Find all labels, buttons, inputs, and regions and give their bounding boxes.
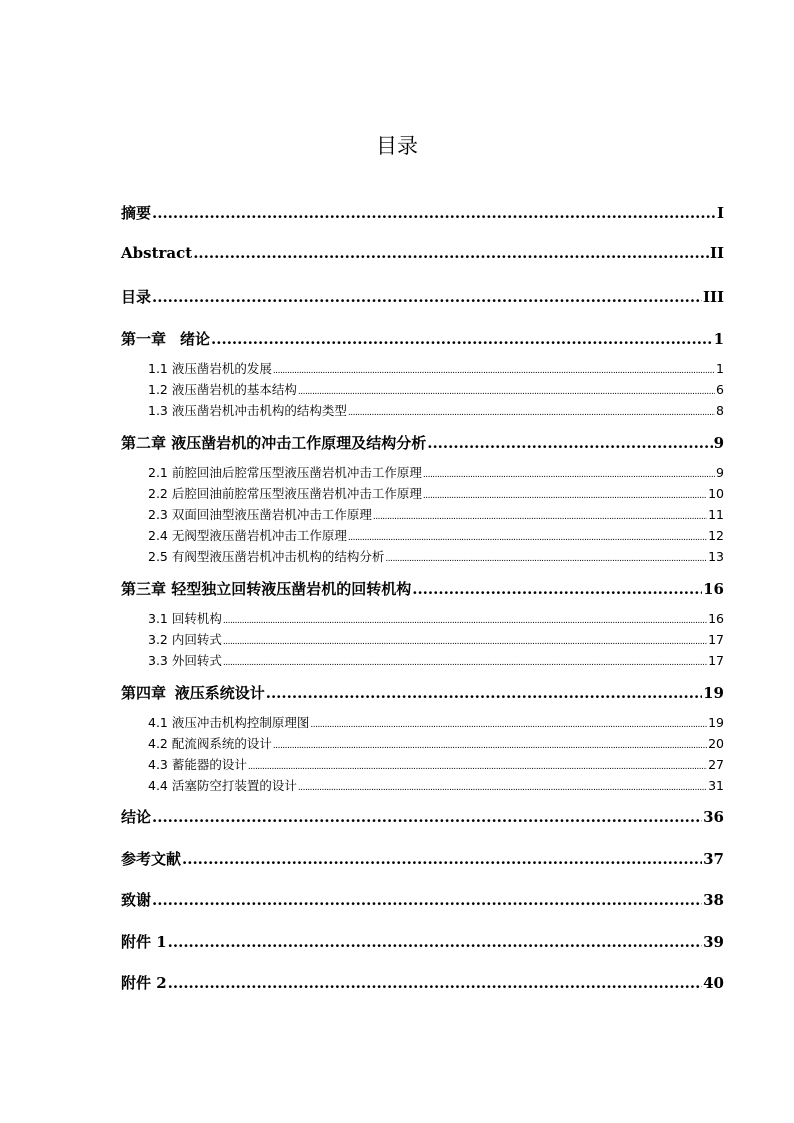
toc-entry-page: 9	[713, 434, 724, 452]
dot-leader	[310, 715, 707, 730]
toc-entry-page: 27	[708, 757, 724, 772]
dot-leader	[182, 850, 702, 868]
toc-entry-label: 结论	[121, 808, 152, 826]
toc-entry-label: Abstract	[121, 244, 193, 262]
toc-entry-3-3[interactable]	[121, 651, 724, 669]
dot-leader	[152, 891, 702, 909]
dot-leader	[152, 204, 716, 222]
toc-entry-label: 3.3 外回转式	[148, 653, 222, 668]
toc-entry-chapter-1[interactable]	[121, 328, 724, 349]
toc-entry-label: 2.2 后腔回油前腔常压型液压凿岩机冲击工作原理	[148, 486, 422, 501]
toc-entry-label: 4.1 液压冲击机构控制原理图	[148, 715, 310, 730]
toc-entry-page: 20	[708, 736, 724, 751]
toc-entry-abstract-cn[interactable]	[121, 202, 724, 223]
dot-leader	[248, 757, 707, 772]
toc-entry-4-4[interactable]	[121, 776, 724, 794]
toc-entry-1-2[interactable]	[121, 380, 724, 398]
dot-leader	[423, 465, 715, 480]
dot-leader	[168, 933, 702, 951]
dot-leader	[193, 244, 709, 262]
toc-entry-1-1[interactable]	[121, 359, 724, 377]
toc-entry-page: 39	[703, 933, 724, 951]
toc-entry-page: II	[709, 244, 724, 262]
toc-entry-appendix-1[interactable]	[121, 931, 724, 952]
toc-entry-label: 液压系统设计	[174, 684, 265, 702]
page-title: 目录	[376, 134, 418, 158]
toc-entry-4-3[interactable]	[121, 755, 724, 773]
toc-entry-page: 10	[708, 486, 724, 501]
toc-entry-4-2[interactable]	[121, 734, 724, 752]
toc-entry-2-4[interactable]	[121, 526, 724, 544]
dot-leader	[223, 653, 707, 668]
table-of-contents	[121, 0, 724, 1123]
dot-leader	[412, 580, 702, 598]
toc-entry-label: 第二章 液压凿岩机的冲击工作原理及结构分析	[121, 434, 427, 452]
toc-entry-page: 38	[703, 891, 724, 909]
toc-entry-page: 13	[708, 549, 724, 564]
toc-entry-label: 1.3 液压凿岩机冲击机构的结构类型	[148, 403, 347, 418]
toc-entry-appendix-2[interactable]	[121, 972, 724, 993]
toc-entry-page: 11	[708, 507, 724, 522]
toc-entry-label: 2.1 前腔回油后腔常压型液压凿岩机冲击工作原理	[148, 465, 422, 480]
dot-leader	[373, 507, 707, 522]
toc-entry-chapter-number: 第一章	[121, 330, 167, 348]
toc-entry-page: 40	[703, 974, 724, 992]
dot-leader	[298, 778, 707, 793]
toc-entry-page: 1	[716, 361, 724, 376]
toc-entry-label: 2.5 有阀型液压凿岩机冲击机构的结构分析	[148, 549, 385, 564]
toc-entry-conclusion[interactable]	[121, 806, 724, 827]
toc-entry-label: 绪论	[180, 330, 211, 348]
toc-entry-page: 16	[708, 611, 724, 626]
toc-entry-label: 2.4 无阀型液压凿岩机冲击工作原理	[148, 528, 347, 543]
toc-entry-3-2[interactable]	[121, 630, 724, 648]
toc-entry-label: 4.4 活塞防空打装置的设计	[148, 778, 297, 793]
toc-entry-1-3[interactable]	[121, 401, 724, 419]
toc-entry-chapter-2[interactable]	[121, 432, 724, 453]
toc-entry-page: 31	[708, 778, 724, 793]
toc-entry-2-5[interactable]	[121, 547, 724, 565]
toc-entry-page: 6	[716, 382, 724, 397]
toc-entry-label: 2.3 双面回油型液压凿岩机冲击工作原理	[148, 507, 372, 522]
toc-entry-label: 3.1 回转机构	[148, 611, 222, 626]
dot-leader	[348, 403, 715, 418]
toc-entry-page: 9	[716, 465, 724, 480]
toc-entry-label: 目录	[121, 288, 152, 306]
dot-leader	[152, 288, 702, 306]
toc-entry-label: 摘要	[121, 204, 152, 222]
toc-entry-chapter-4[interactable]	[121, 682, 724, 703]
toc-entry-2-1[interactable]	[121, 463, 724, 481]
dot-leader	[223, 611, 707, 626]
toc-entry-acknowledgements[interactable]	[121, 889, 724, 910]
dot-leader	[211, 330, 713, 348]
toc-entry-label: 第三章 轻型独立回转液压凿岩机的回转机构	[121, 580, 412, 598]
toc-entry-3-1[interactable]	[121, 609, 724, 627]
dot-leader	[266, 684, 702, 702]
dot-leader	[385, 549, 707, 564]
dot-leader	[273, 361, 715, 376]
toc-entry-page: 19	[708, 715, 724, 730]
toc-entry-page: 16	[703, 580, 724, 598]
dot-leader	[423, 486, 707, 501]
toc-entry-page: 19	[703, 684, 724, 702]
toc-entry-chapter-number: 第四章	[121, 684, 167, 702]
toc-entry-page: 8	[716, 403, 724, 418]
toc-entry-page: III	[702, 288, 724, 306]
toc-entry-page: 36	[703, 808, 724, 826]
toc-entry-label: 1.1 液压凿岩机的发展	[148, 361, 272, 376]
dot-leader	[348, 528, 707, 543]
toc-entry-page: 37	[703, 850, 724, 868]
toc-entry-page: 17	[708, 632, 724, 647]
toc-entry-label: 附件 1	[121, 933, 167, 951]
toc-entry-references[interactable]	[121, 848, 724, 869]
toc-entry-page: 1	[713, 330, 724, 348]
toc-entry-page: 17	[708, 653, 724, 668]
toc-entry-page: 12	[708, 528, 724, 543]
toc-entry-contents[interactable]	[121, 286, 724, 307]
toc-entry-page: I	[716, 204, 724, 222]
dot-leader	[152, 808, 702, 826]
toc-entry-abstract-en[interactable]	[121, 244, 724, 262]
dot-leader	[273, 736, 707, 751]
toc-entry-chapter-3[interactable]	[121, 578, 724, 599]
dot-leader	[298, 382, 715, 397]
dot-leader	[168, 974, 702, 992]
toc-entry-2-2[interactable]	[121, 484, 724, 502]
toc-entry-label: 致谢	[121, 891, 152, 909]
toc-entry-label: 4.2 配流阀系统的设计	[148, 736, 272, 751]
toc-entry-4-1[interactable]	[121, 713, 724, 731]
dot-leader	[427, 434, 712, 452]
toc-entry-label: 附件 2	[121, 974, 167, 992]
toc-entry-2-3[interactable]	[121, 505, 724, 523]
toc-entry-label: 1.2 液压凿岩机的基本结构	[148, 382, 297, 397]
toc-entry-label: 参考文献	[121, 850, 182, 868]
toc-entry-label: 3.2 内回转式	[148, 632, 222, 647]
dot-leader	[223, 632, 707, 647]
toc-entry-label: 4.3 蓄能器的设计	[148, 757, 247, 772]
